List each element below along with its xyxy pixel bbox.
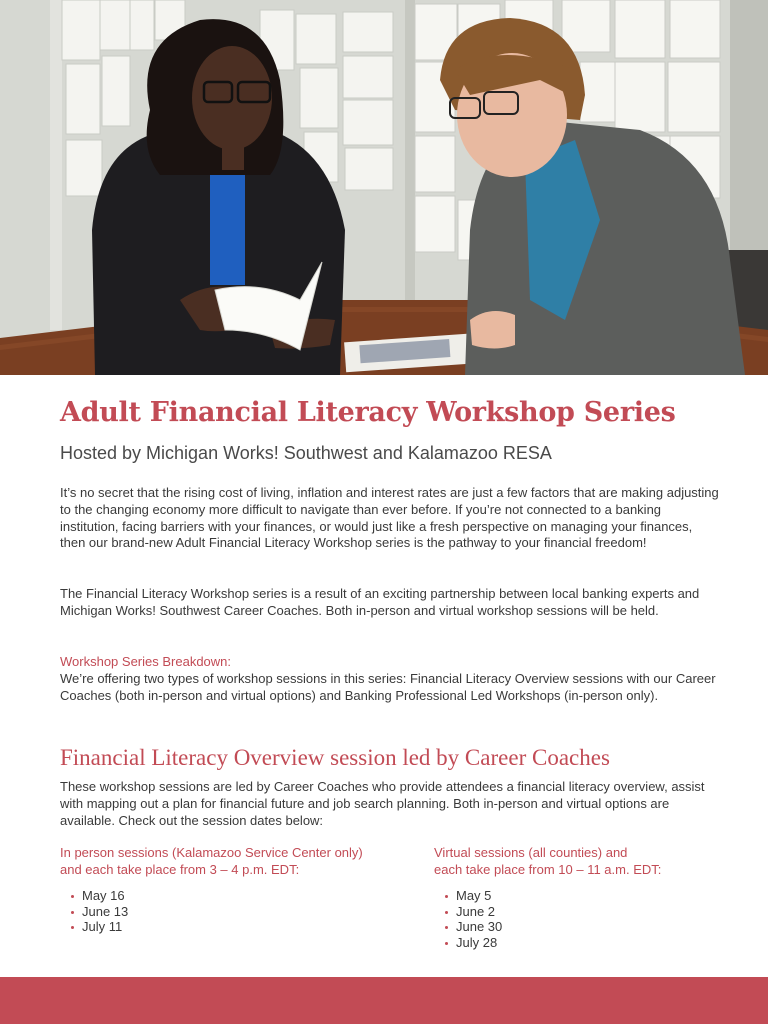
breakdown-label: Workshop Series Breakdown: — [60, 654, 232, 669]
page-subtitle: Hosted by Michigan Works! Southwest and Kalamazoo RESA — [60, 443, 552, 463]
in-person-heading — [60, 845, 390, 878]
in-person-date-list — [60, 888, 390, 935]
virtual-date: June 30 — [456, 919, 764, 935]
virtual-sessions — [434, 845, 764, 950]
virtual-date-list — [434, 888, 764, 950]
intro-paragraph-1: It’s no secret that the rising cost of living, inflation and interest rates are just a few factors that are making adjusting to the changing economy more difficult to navigate than ever before. If you’re not connected to a banking institution, facing barriers with your finances, or would just like a fresh perspective on managing your finances, then our brand-new Adult Financial Literacy Workshop series is the pathway to your financial freedom! — [60, 485, 719, 551]
in-person-heading-line-2: and each take place from 3 – 4 p.m. EDT: — [60, 861, 300, 877]
virtual-heading-line-1: Virtual sessions (all counties) and — [434, 845, 628, 860]
hero-photo-illustration — [0, 0, 768, 375]
virtual-heading — [434, 845, 764, 878]
virtual-heading-line-2: each take place from 10 – 11 a.m. EDT: — [434, 861, 662, 877]
footer-band — [0, 977, 768, 1024]
hero-photo — [0, 0, 768, 375]
in-person-sessions — [60, 845, 390, 935]
page-title: Adult Financial Literacy Workshop Series — [60, 397, 676, 428]
overview-heading: Financial Literacy Overview session led by Career Coaches — [60, 745, 610, 770]
breakdown-block — [60, 654, 720, 704]
in-person-date: June 13 — [82, 904, 390, 920]
breakdown-text: We’re offering two types of workshop sessions in this series: Financial Literacy Overview sessions with our Career Coaches (both in-person and virtual options) and Banking Professional Led Workshops (in-person only). — [60, 670, 716, 703]
in-person-heading-line-1: In person sessions (Kalamazoo Service Center only) — [60, 845, 363, 860]
in-person-date: May 16 — [82, 888, 390, 904]
virtual-date: May 5 — [456, 888, 764, 904]
virtual-date: June 2 — [456, 904, 764, 920]
intro-paragraph-2: The Financial Literacy Workshop series is a result of an exciting partnership between local banking experts and Michigan Works! Southwest Career Coaches. Both in-person and virtual workshop sessions will be held. — [60, 586, 700, 618]
overview-description: These workshop sessions are led by Career Coaches who provide attendees a financial literacy overview, assist with mapping out a plan for financial future and job search planning. Both in-person and virtual options are available. Check out the session dates below: — [60, 779, 705, 828]
virtual-date: July 28 — [456, 935, 764, 951]
in-person-date: July 11 — [82, 919, 390, 935]
